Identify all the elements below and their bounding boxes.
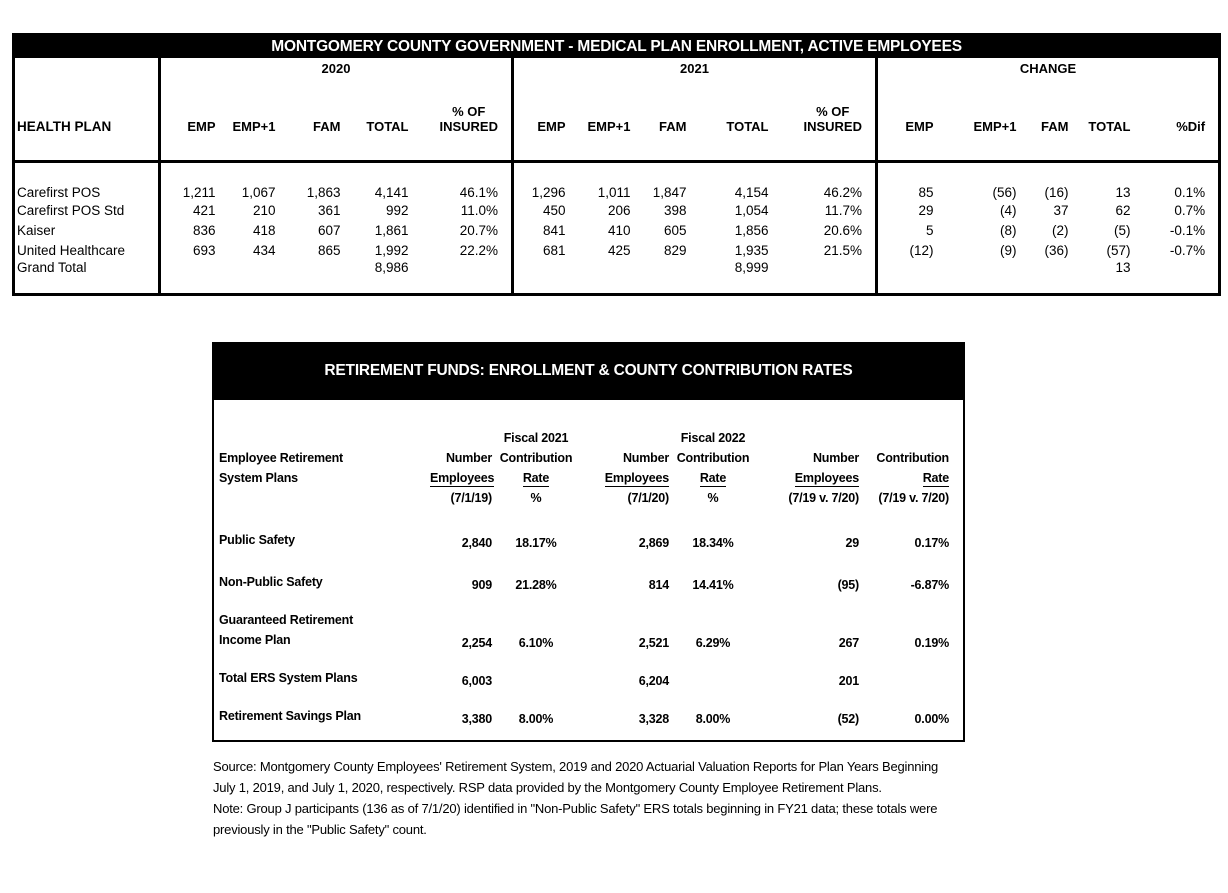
medical-plan-enrollment-table xyxy=(12,33,1221,296)
plans-column-header: Employee Retirement System Plans xyxy=(219,451,344,485)
plan-name: Carefirst POS xyxy=(17,185,101,200)
table-row xyxy=(214,550,963,592)
plan-label: Guaranteed Retirement Income Plan xyxy=(219,613,354,647)
value-cell: 6,003 xyxy=(461,674,492,688)
table-row xyxy=(14,162,1220,201)
value-cell: 18.34% xyxy=(692,536,734,550)
value-cell: 865 xyxy=(317,242,341,258)
source-note-line: Source: Montgomery County Employees' Retirement System, 2019 and 2020 Actuarial Valuation Reports for Plan Years Beginning xyxy=(213,759,939,774)
value-cell: 1,211 xyxy=(160,162,219,201)
value-cell xyxy=(412,260,513,295)
value-cell: 4,154 xyxy=(734,185,769,200)
value-cell: 909 xyxy=(471,578,492,592)
value-cell: 8.00% xyxy=(695,712,731,726)
value-cell xyxy=(160,260,219,295)
plan-name: Carefirst POS Std xyxy=(17,202,125,218)
value-cell: 29 xyxy=(877,200,937,220)
value-cell xyxy=(863,650,963,688)
value-cell: 13 xyxy=(1115,260,1131,275)
value-cell: 6.29% xyxy=(695,636,731,650)
value-cell xyxy=(513,260,569,295)
value-cell: 410 xyxy=(607,222,631,238)
value-cell: 450 xyxy=(513,200,569,220)
value-cell: 3,380 xyxy=(461,712,492,726)
plan-name: Grand Total xyxy=(17,260,87,275)
col-header-fy2022-contribution-rate: Fiscal 2022 Contribution Rate % xyxy=(676,431,750,505)
value-cell: 3,328 xyxy=(638,712,669,726)
medical-table-title: MONTGOMERY COUNTY GOVERNMENT - MEDICAL PLAN ENROLLMENT, ACTIVE EMPLOYEES xyxy=(14,35,1220,58)
table-row xyxy=(214,592,963,650)
value-cell: 206 xyxy=(607,202,631,218)
value-cell: 829 xyxy=(663,242,687,258)
value-cell: 1,863 xyxy=(306,185,341,200)
value-cell: 2,869 xyxy=(638,536,669,550)
value-cell: 1,861 xyxy=(374,222,409,238)
value-cell: 2,840 xyxy=(461,536,492,550)
value-cell: 85 xyxy=(877,162,937,201)
value-cell: (36) xyxy=(1044,242,1069,258)
plan-name: Kaiser xyxy=(17,222,56,238)
value-cell: (5) xyxy=(1114,222,1131,238)
value-cell: 37 xyxy=(1053,202,1069,218)
value-cell: 267 xyxy=(838,636,859,650)
value-cell: 693 xyxy=(160,240,219,260)
value-cell: 1,992 xyxy=(374,242,409,258)
value-cell: 14.41% xyxy=(692,578,734,592)
value-cell xyxy=(877,260,937,295)
value-cell: (12) xyxy=(877,240,937,260)
value-cell: 4,141 xyxy=(374,185,409,200)
value-cell: (2) xyxy=(1052,222,1069,238)
value-cell: 1,011 xyxy=(597,185,631,200)
value-cell xyxy=(569,260,634,295)
value-cell: 21.28% xyxy=(515,578,557,592)
source-note-line: previously in the "Public Safety" count. xyxy=(213,822,427,837)
col-header-pct-insured xyxy=(412,79,513,162)
value-cell: 22.2% xyxy=(459,242,498,258)
plan-name: United Healthcare xyxy=(17,242,126,258)
value-cell xyxy=(1134,260,1220,295)
value-cell: 18.17% xyxy=(515,536,557,550)
col-header-number-employees-change: Number Employees (7/19 v. 7/20) xyxy=(788,451,859,505)
value-cell xyxy=(634,260,690,295)
table-row xyxy=(214,508,963,550)
pct-of-label: % OF xyxy=(816,104,850,119)
value-cell: (57) xyxy=(1106,242,1131,258)
value-cell: 2,521 xyxy=(638,636,669,650)
col-header-total: TOTAL xyxy=(344,79,412,162)
insured-label: INSURED xyxy=(439,119,498,134)
retirement-table-body xyxy=(212,400,965,742)
col-header-emp: EMP xyxy=(513,79,569,162)
value-cell: (56) xyxy=(992,185,1017,200)
value-cell: (8) xyxy=(1000,222,1017,238)
value-cell: 201 xyxy=(838,674,859,688)
value-cell: 1,856 xyxy=(734,222,769,238)
health-plan-column-header: HEALTH PLAN xyxy=(14,58,160,162)
value-cell: (9) xyxy=(1000,242,1017,258)
table-row xyxy=(14,200,1220,220)
value-cell: 0.17% xyxy=(914,536,949,550)
plan-label: Total ERS System Plans xyxy=(219,671,358,685)
value-cell: 20.6% xyxy=(823,222,862,238)
retirement-table-title: RETIREMENT FUNDS: ENROLLMENT & COUNTY CONTRIBUTION RATES xyxy=(212,342,965,400)
value-cell: 210 xyxy=(252,202,276,218)
value-cell: 418 xyxy=(252,222,276,238)
value-cell: 361 xyxy=(317,202,341,218)
col-header-pct-dif: %Dif xyxy=(1134,79,1220,162)
value-cell: (16) xyxy=(1044,185,1069,200)
value-cell: -0.7% xyxy=(1169,242,1206,258)
value-cell: 992 xyxy=(385,202,409,218)
plan-label: Retirement Savings Plan xyxy=(219,709,361,723)
value-cell: 2,254 xyxy=(461,636,492,650)
value-cell: 11.0% xyxy=(460,202,498,218)
value-cell: 814 xyxy=(648,578,669,592)
value-cell: 6.10% xyxy=(518,636,554,650)
source-notes xyxy=(213,756,973,840)
value-cell xyxy=(1020,260,1072,295)
table-row xyxy=(214,650,963,688)
value-cell: 0.00% xyxy=(914,712,949,726)
value-cell: 0.7% xyxy=(1174,202,1206,218)
value-cell: 6,204 xyxy=(638,674,669,688)
col-header-emp: EMP xyxy=(160,79,219,162)
value-cell: 605 xyxy=(663,222,687,238)
source-note-line: Note: Group J participants (136 as of 7/1/20) identified in "Non-Public Safety" ERS totals beginning in FY21 data; these totals were xyxy=(213,801,938,816)
col-header-pct-insured xyxy=(772,79,877,162)
table-row xyxy=(214,688,963,726)
retirement-header-row xyxy=(214,428,963,508)
value-cell: (52) xyxy=(837,712,859,726)
value-cell: 29 xyxy=(845,536,859,550)
value-cell: 1,935 xyxy=(734,242,769,258)
value-cell: 8,986 xyxy=(374,260,409,275)
value-cell xyxy=(496,650,576,688)
table-row xyxy=(14,240,1220,260)
value-cell: 62 xyxy=(1115,202,1131,218)
col-header-emp1: EMP+1 xyxy=(219,79,279,162)
group-header-change: CHANGE xyxy=(877,58,1220,79)
value-cell: 8.00% xyxy=(518,712,554,726)
table-row-grand-total xyxy=(14,260,1220,295)
value-cell: 841 xyxy=(513,220,569,240)
group-header-2021: 2021 xyxy=(513,58,877,79)
value-cell: 0.19% xyxy=(914,636,949,650)
col-header-contribution-rate-change: Contribution Rate (7/19 v. 7/20) xyxy=(876,451,949,505)
value-cell: 1,067 xyxy=(241,185,276,200)
col-header-number-employees-7-1-20: Number Employees (7/1/20) xyxy=(604,451,669,505)
pct-of-label: % OF xyxy=(452,104,486,119)
col-header-total: TOTAL xyxy=(1072,79,1134,162)
value-cell: 46.2% xyxy=(823,185,862,200)
value-cell: 398 xyxy=(663,202,687,218)
value-cell: 21.5% xyxy=(823,242,862,258)
value-cell: 836 xyxy=(160,220,219,240)
col-header-fam: FAM xyxy=(279,79,344,162)
value-cell: 421 xyxy=(160,200,219,220)
col-header-emp1: EMP+1 xyxy=(937,79,1020,162)
value-cell: 0.1% xyxy=(1174,185,1206,200)
value-cell: 434 xyxy=(252,242,276,258)
value-cell: 8,999 xyxy=(734,260,769,275)
value-cell: 607 xyxy=(317,222,341,238)
col-header-fam: FAM xyxy=(1020,79,1072,162)
value-cell: 5 xyxy=(877,220,937,240)
value-cell: 13 xyxy=(1115,185,1131,200)
col-header-number-employees-7-1-19: Number Employees (7/1/19) xyxy=(430,451,495,505)
value-cell: 11.7% xyxy=(824,202,862,218)
col-header-emp1: EMP+1 xyxy=(569,79,634,162)
value-cell: 46.1% xyxy=(459,185,498,200)
col-header-fy2021-contribution-rate: Fiscal 2021 Contribution Rate % xyxy=(499,431,573,505)
value-cell: 20.7% xyxy=(459,222,498,238)
col-header-fam: FAM xyxy=(634,79,690,162)
value-cell: 425 xyxy=(607,242,631,258)
value-cell: -0.1% xyxy=(1169,222,1206,238)
value-cell xyxy=(279,260,344,295)
col-header-total: TOTAL xyxy=(690,79,772,162)
value-cell xyxy=(772,260,877,295)
retirement-funds-table xyxy=(212,342,965,742)
source-note-line: July 1, 2019, and July 1, 2020, respectively. RSP data provided by the Montgomery County Employee Retirement Plans. xyxy=(213,780,882,795)
group-header-2020: 2020 xyxy=(160,58,513,79)
value-cell xyxy=(673,650,753,688)
value-cell xyxy=(937,260,1020,295)
value-cell: (95) xyxy=(837,578,859,592)
table-row xyxy=(14,220,1220,240)
col-header-emp: EMP xyxy=(877,79,937,162)
plan-label: Public Safety xyxy=(219,533,295,547)
value-cell: 1,296 xyxy=(513,162,569,201)
value-cell: (4) xyxy=(1000,202,1017,218)
value-cell: 681 xyxy=(513,240,569,260)
value-cell: 1,054 xyxy=(734,202,769,218)
value-cell xyxy=(219,260,279,295)
value-cell: -6.87% xyxy=(910,578,949,592)
plan-label: Non-Public Safety xyxy=(219,575,323,589)
insured-label: INSURED xyxy=(803,119,862,134)
value-cell: 1,847 xyxy=(652,185,687,200)
